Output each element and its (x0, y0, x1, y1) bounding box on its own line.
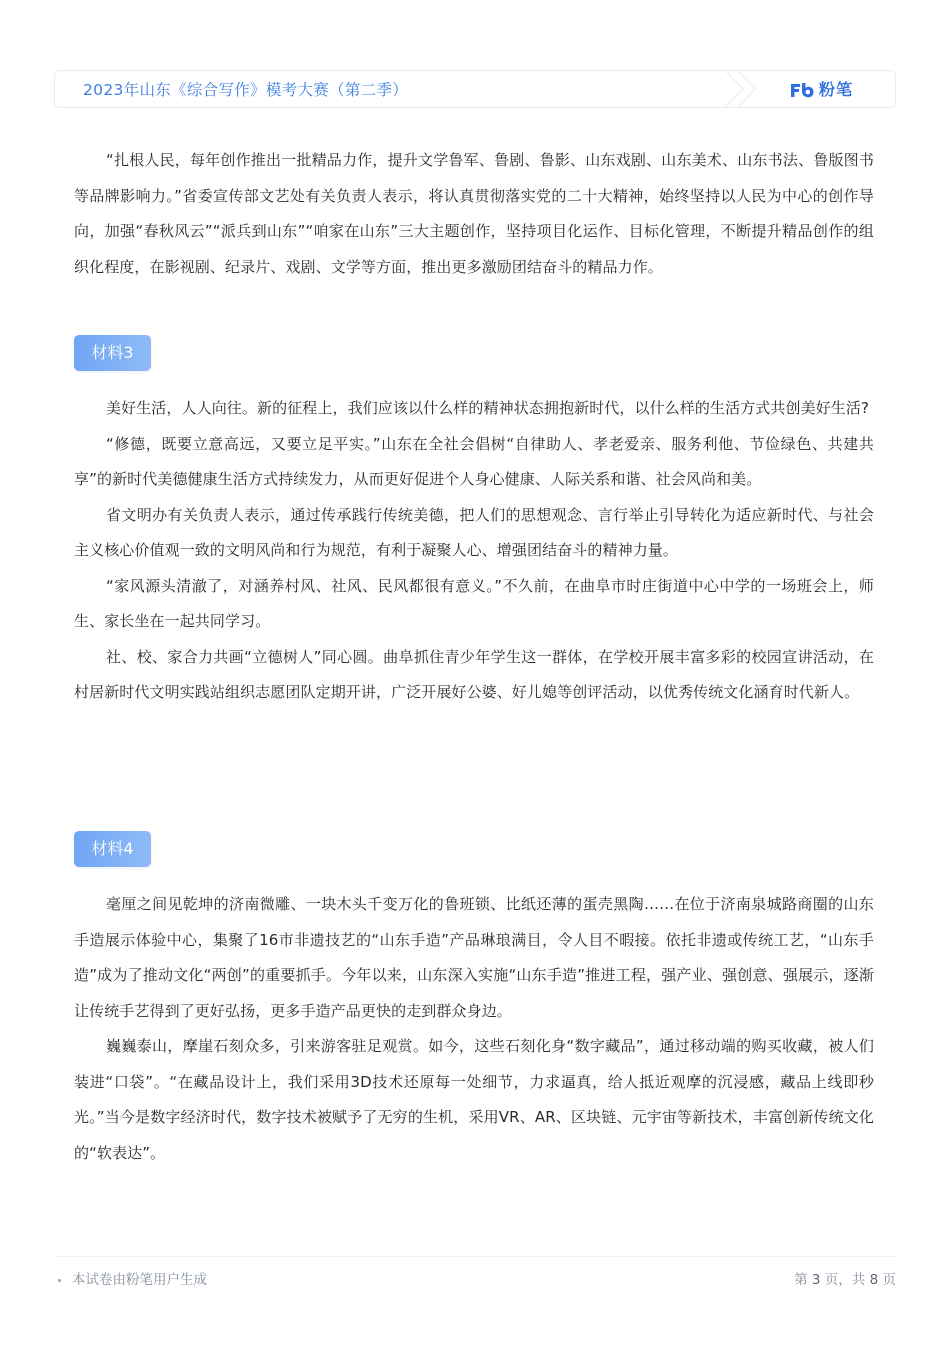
paragraph: “修德，既要立意高远，又要立足平实。”山东在全社会倡树“自律助人、孝老爱亲、服务利他、节俭绿色、共建共享”的新时代美德健康生活方式持续发力，从而更好促进个人身心健康、人际关系和谐、社会风尚和美。 (74, 434, 874, 488)
fenbi-logo-icon (789, 81, 815, 99)
fenbi-logo (789, 79, 853, 101)
page-suffix: 页 (882, 1272, 896, 1288)
material-4-tag: 材料4 (74, 831, 151, 867)
material-4-body (74, 887, 874, 1171)
page-prefix: 第 (794, 1272, 808, 1288)
paragraph: “扎根人民，每年创作推出一批精品力作，提升文学鲁军、鲁剧、鲁影、山东戏剧、山东美术、山东书法、鲁版图书等品牌影响力。”省委宣传部文艺处有关负责人表示，将认真贯彻落实党的二十大精神，始终坚持以人民为中心的创作导向，加强“春秋风云”“派兵到山东”“咱家在山东”三大主题创作，坚持项目化运作、目标化管理，不断提升精品创作的组织化程度，在影视剧、纪录片、戏剧、文学等方面，推出更多激励团结奋斗的精品力作。 (74, 151, 874, 276)
paragraph: 省文明办有关负责人表示，通过传承践行传统美德，把人们的思想观念、言行举止引导转化为适应新时代、与社会主义核心价值观一致的文明风尚和行为规范，有利于凝聚人心、增强团结奋斗的精神力量。 (74, 505, 874, 559)
footer-note-text: 本试卷由粉笔用户生成 (72, 1272, 207, 1288)
bullet-dot-icon (58, 1279, 61, 1282)
page-header (54, 70, 896, 108)
footer-note (58, 1270, 207, 1290)
material-3-tag: 材料3 (74, 335, 151, 371)
footer-divider (54, 1256, 896, 1257)
exam-title: 2023年山东《综合写作》模考大赛（第二季） (83, 81, 409, 99)
page-current: 3 (811, 1272, 821, 1288)
logo-text: 粉笔 (818, 80, 853, 99)
paragraph: 社、校、家合力共画“立德树人”同心圆。曲阜抓住青少年学生这一群体，在学校开展丰富多彩的校园宣讲活动，在村居新时代文明实践站组织志愿团队定期开讲，广泛开展好公婆、好儿媳等创评活动，以优秀传统文化涵育时代新人。 (74, 647, 874, 701)
material-3-body (74, 391, 874, 711)
material-2-continued (74, 143, 874, 285)
paragraph: 巍巍泰山，摩崖石刻众多，引来游客驻足观赏。如今，这些石刻化身“数字藏品”，通过移动端的购买收藏，被人们装进“口袋”。“在藏品设计上，我们采用3D技术还原每一处细节，力求逼真，给人抵近观摩的沉浸感，藏品上线即秒光。”当今是数字经济时代，数字技术被赋予了无穷的生机，采用VR、AR、区块链、元宇宙等新技术，丰富创新传统文化的“软表达”。 (74, 1037, 874, 1162)
page-total: 8 (869, 1272, 879, 1288)
page-indicator (794, 1270, 896, 1290)
page-mid: 页，共 (824, 1272, 866, 1288)
paragraph: “家风源头清澈了，对涵养村风、社风、民风都很有意义。”不久前，在曲阜市时庄街道中心中学的一场班会上，师生、家长坐在一起共同学习。 (74, 576, 874, 630)
paragraph: 毫厘之间见乾坤的济南微雕、一块木头千变万化的鲁班锁、比纸还薄的蛋壳黑陶……在位于济南泉城路商圈的山东手造展示体验中心，集聚了16市非遗技艺的“山东手造”产品琳琅满目，令人目不暇接。依托非遗或传统工艺，“山东手造”成为了推动文化“两创”的重要抓手。今年以来，山东深入实施“山东手造”推进工程，强产业、强创意、强展示，逐渐让传统手艺得到了更好弘扬，更多手造产品更快的走到群众身边。 (74, 895, 874, 1020)
paragraph: 美好生活，人人向往。新的征程上，我们应该以什么样的精神状态拥抱新时代，以什么样的生活方式共创美好生活? (106, 399, 870, 417)
